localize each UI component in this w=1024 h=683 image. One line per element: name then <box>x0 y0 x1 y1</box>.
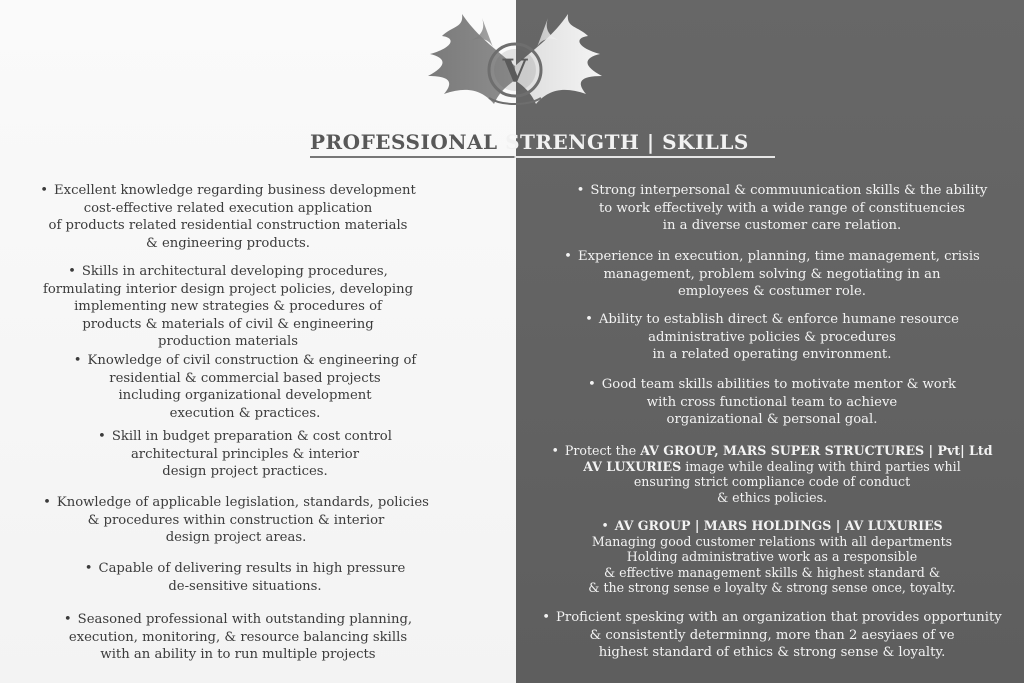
line: with cross functional team to achieve <box>646 394 898 410</box>
line: & effective management skills & highest standard & <box>603 564 941 580</box>
right-skill-item: • Ability to establish direct & enforce humane resource administrative policies & procedures in a related operating environment. <box>530 311 1014 364</box>
right-skill-item: • Protect the AV GROUP, MARS SUPER STRUCTURES | Pvt| Ltd AV LUXURIES image while dealing with third parties whil ensuring strict compliance code of conduct & ethics policies. <box>530 443 1014 505</box>
svg-text:V: V <box>502 52 528 90</box>
left-skill-item: • Knowledge of civil construction & engineering of residential & commercial based projects including organizational development execution & practices. <box>0 352 490 422</box>
line: Proficient spesking with an organization that provides opportunity <box>556 610 1002 625</box>
line: including organizational development <box>118 388 372 403</box>
left-skill-item: • Seasoned professional with outstanding planning, execution, monitoring, & resource balancing skills with an ability in to run multiple projects <box>0 611 476 664</box>
line: Holding administrative work as a responsible <box>626 549 918 564</box>
right-skill-item: • Experience in execution, planning, time management, crisis management, problem solving & negotiating in an employees & costumer role. <box>530 248 1014 301</box>
title-underline <box>310 156 775 158</box>
left-skill-item: • Excellent knowledge regarding business development cost-effective related execution application of products related residential construction materials & engineering products. <box>0 182 456 252</box>
line: Experience in execution, planning, time management, crisis <box>577 249 980 264</box>
line: Good team skills abilities to motivate mentor & work <box>601 377 957 392</box>
title-left-part: PROFESSIONAL <box>310 130 506 154</box>
line: & engineering products. <box>146 235 310 251</box>
line: execution & practices. <box>169 405 321 421</box>
left-skill-item: • Knowledge of applicable legislation, standards, policies & procedures within construction & interior design project areas. <box>0 494 472 547</box>
line: of products related residential construction materials <box>48 218 408 233</box>
right-skill-item: • Proficient spesking with an organization that provides opportunity & consistently determinng, more than 2 aesyiaes of ve highest standard of ethics & strong sense & loyalty. <box>530 609 1014 662</box>
line: & the strong sense e loyalty & strong sense once, toyalty. <box>588 580 956 595</box>
title-right-part: STRENGTH | SKILLS <box>505 130 749 154</box>
line: architectural principles & interior <box>130 446 360 462</box>
line: formulating interior design project policies, developing <box>42 281 414 297</box>
line: management, problem solving & negotiating in an <box>603 266 941 282</box>
company-heading: AV GROUP | MARS HOLDINGS | AV LUXURIES <box>614 518 943 533</box>
line: administrative policies & procedures <box>648 329 896 345</box>
line: Strong interpersonal & commuunication skills & the ability <box>590 183 988 198</box>
line: Skills in architectural developing procedures, <box>81 264 388 279</box>
line: in a related operating environment. <box>652 347 892 362</box>
right-skill-item: • Good team skills abilities to motivate mentor & work with cross functional team to achieve organizational & personal goal. <box>530 376 1014 429</box>
line: highest standard of ethics & strong sense & loyalty. <box>598 645 946 660</box>
line: Ability to establish direct & enforce humane resource <box>598 312 959 327</box>
line: ensuring strict compliance code of conduct <box>633 474 911 489</box>
line: Knowledge of applicable legislation, standards, policies <box>56 495 429 510</box>
line: implementing new strategies & procedures of <box>74 299 382 314</box>
line: cost-effective related execution application <box>83 200 373 216</box>
right-skill-item: • AV GROUP | MARS HOLDINGS | AV LUXURIES Managing good customer relations with all departments Holding administrative work as a responsible & effective management skills & highest standard & & the strong sense e loyalty & strong sense once, toyalty. <box>530 518 1014 596</box>
right-skill-item: • Strong interpersonal & commuunication skills & the ability to work effectively with a wide range of constituencies in a diverse customer care relation. <box>540 182 1024 235</box>
line: production materials <box>158 334 298 349</box>
line: Excellent knowledge regarding business development <box>54 183 416 198</box>
company-name: AV GROUP, MARS SUPER STRUCTURES | Pvt| Ltd <box>640 443 993 458</box>
line: Managing good customer relations with all departments <box>591 533 953 549</box>
line: execution, monitoring, & resource balancing skills <box>68 629 408 645</box>
left-skill-item: • Skills in architectural developing procedures, formulating interior design project policies, developing implementing new strategies & procedures of products & materials of civil & engineering production materials <box>0 263 456 351</box>
line: to work effectively with a wide range of constituencies <box>598 200 966 216</box>
line: image while dealing with third parties whil <box>681 458 961 474</box>
line: employees & costumer role. <box>677 284 866 299</box>
company-name: AV LUXURIES <box>583 458 682 474</box>
line: & consistently determinng, more than 2 aesyiaes of ve <box>589 627 955 643</box>
line: Seasoned professional with outstanding planning, <box>77 612 413 627</box>
line: Knowledge of civil construction & engineering of <box>87 353 417 368</box>
line: design project practices. <box>162 464 328 479</box>
line: Skill in budget preparation & cost control <box>111 429 392 444</box>
line: & ethics policies. <box>716 489 828 505</box>
line: organizational & personal goal. <box>666 412 878 427</box>
line: with an ability in to run multiple projects <box>100 647 376 662</box>
left-skill-item: • Skill in budget preparation & cost control architectural principles & interior design project practices. <box>0 428 490 481</box>
winged-v-crest-icon <box>422 6 608 112</box>
line: products & materials of civil & engineering <box>82 316 374 332</box>
line: design project areas. <box>165 530 307 545</box>
line: Capable of delivering results in high pressure <box>98 561 406 576</box>
line: residential & commercial based projects <box>109 370 381 386</box>
line: de-sensitive situations. <box>168 578 322 594</box>
left-skill-item: • Capable of delivering results in high pressure de-sensitive situations. <box>0 560 490 595</box>
line: Protect the <box>564 443 641 458</box>
line: in a diverse customer care relation. <box>662 218 902 233</box>
line: & procedures within construction & interior <box>87 512 385 528</box>
